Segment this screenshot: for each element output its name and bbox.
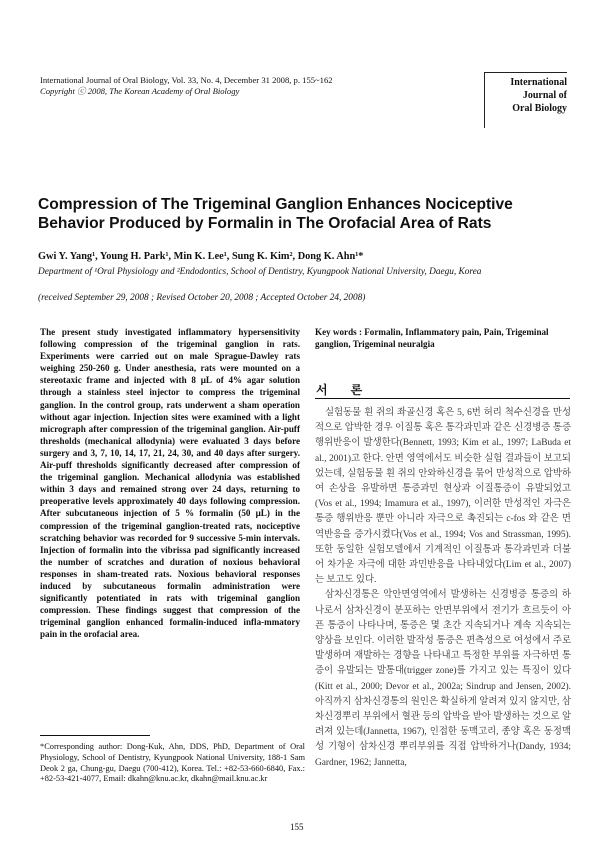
footnote-divider: [40, 735, 150, 736]
section-divider: [315, 398, 570, 399]
journal-name-line-1: International: [510, 77, 567, 88]
keywords: Key words : Formalin, Inflammatory pain, Pain, Trigeminal ganglion, Trigeminal neuralgia: [315, 327, 549, 350]
abstract: The present study investigated inflammatory hypersensitivity following compression of the trigeminal ganglion in rats. Experiments were carried out on male Sprague-Dawley rats weighing 250-260 g. Under anesthesia, rats were mounted on a stereotaxic frame and injected with 8 μL of 4% agar solution through a stainless steel injector to compress the trigeminal ganglion. In the control group, rats underwent a sham operation without agar injection. Injection sites were examined with a light micrograph after compression of the trigeminal ganglion. Air-puff thresholds (mechanical allodynia) were evaluated 3 days before surgery and 3, 7, 10, 14, 17, 21, 24, 30, and 40 days after surgery. Air-puff thresholds significantly decreased after compression of the trigeminal ganglion. Mechanical allodynia was established within 3 days and remained strong over 24 days, returning to preoperative levels approximately 40 days following compression. After subcutaneous injection of 5 % formalin (50 μL) in the compression of the trigeminal ganglion-treated rats, nociceptive scratching behavior was recorded for 9 successive 5-min intervals. Injection of formalin into the vibrissa pad significantly increased the number of scratches and duration of noxious behavioral responses in sham-treated rats. Noxious behavioral responses induced by subcutaneous formalin administration were significantly potentiated in rats with trigeminal ganglion compression. These findings suggest that compression of the trigeminal ganglion enhanced formalin-induced infla-mmatory pain in the orofacial area.: [40, 327, 300, 640]
received-dates: (received September 29, 2008 ; Revised October 20, 2008 ; Accepted October 24, 2008): [38, 293, 366, 303]
page-number: 155: [290, 822, 304, 832]
body-paragraph-1: 실험동물 흰 쥐의 좌골신경 혹은 5, 6번 허리 척수신경을 만성적으로 압박한 경우 이질통 혹은 통각과민과 같은 신경병증 통증 행위반응이 발생한다(Bennett, 1993; Kim et al., 1997; LaBuda et al., 2001)고 한다. 안면 영역에서도 비슷한 실험 결과들이 보고되었는데, 실험동물 흰 쥐의 안와하신경을 묶어 만성적으로 압박하여 손상을 유발하면 통증과민 현상과 이질통증이 유발되었고(Vos et al., 1994; Imamura et al., 1997), 이러한 만성적인 자극은 통증 행위반응 뿐만 아니라 자극으로 촉진되는 c-fos 와 같은 면역반응을 증가시켰다(Vos et al., 1994; Vos and Strassman, 1995). 또한 동일한 실험모델에서 기계적인 이질통과 통각과민과 더불어 차가운 자극에 대한 과민반응을 나타내었다(Lim et al., 2007)는 보고도 있다.: [315, 408, 571, 586]
copyright-line: Copyright ⓒ 2008, The Korean Academy of Oral Biology: [40, 86, 240, 96]
affiliation: Department of ¹Oral Physiology and ²Endodontics, School of Dentistry, Kyungpook National University, Daegu, Korea: [38, 267, 482, 277]
journal-name-line-2: Journal of: [522, 90, 567, 101]
journal-name-box: [484, 72, 567, 128]
article-title: Compression of The Trigeminal Ganglion Enhances Nociceptive Behavior Produced by Formalin in The Orofacial Area of Rats: [38, 196, 513, 232]
corresponding-author-footnote: *Corresponding author: Dong-Kuk, Ahn, DDS, PhD, Department of Oral Physiology, School of Dentistry, Kyungpook National University, 188-1 Sam Deok 2 ga, Chung-gu, Daegu (700-412), Korea. Tel.: +82-53-660-6840, Fax.: +82-53-421-4077, Email: dkahn@knu.ac.kr, dkahn@mail.knu.ac.kr: [40, 742, 305, 784]
section-heading-introduction: 서 론: [316, 383, 373, 397]
journal-header: [40, 75, 460, 97]
journal-citation: International Journal of Oral Biology, Vol. 33, No. 4, December 31 2008, p. 155~162: [40, 75, 333, 85]
journal-name-line-3: Oral Biology: [512, 103, 567, 114]
body-paragraph-2: 삼차신경통은 악안면영역에서 발생하는 신경병증 통증의 하나로서 삼차신경이 분포하는 안면부위에서 전기가 흐르듯이 아픈 통증이 나타나며, 통증은 몇 초간 지속되거나 계속 지속되는 양상을 보인다. 이러한 발작성 통증은 편측성으로 여성에서 주로 발생하며 재발하는 경향을 나타내고 특정한 부위를 자극하면 통증이 유발되는 발통대(trigger zone)를 가지고 있는 특징이 있다(Kitt et al., 2000; Devor et al., 2002a; Sindrup and Jensen, 2002). 아직까지 삼차신경통의 원인은 확실하게 알려져 있지 않지만, 삼차신경뿌리 부위에서 혈관 등의 압박을 받아 발생하는 것으로 알려져 있는데(Jannetta, 1967), 인접한 동맥고리, 종양 혹은 동정맥성 기형이 삼차신경 뿌리부위를 직접 압박하거나(Dandy, 1934; Gardner, 1962; Jannetta,: [315, 590, 571, 768]
introduction-body: [315, 406, 571, 771]
author-list: Gwi Y. Yang¹, Young H. Park¹, Min K. Lee¹, Sung K. Kim², Dong K. Ahn¹*: [38, 251, 364, 262]
